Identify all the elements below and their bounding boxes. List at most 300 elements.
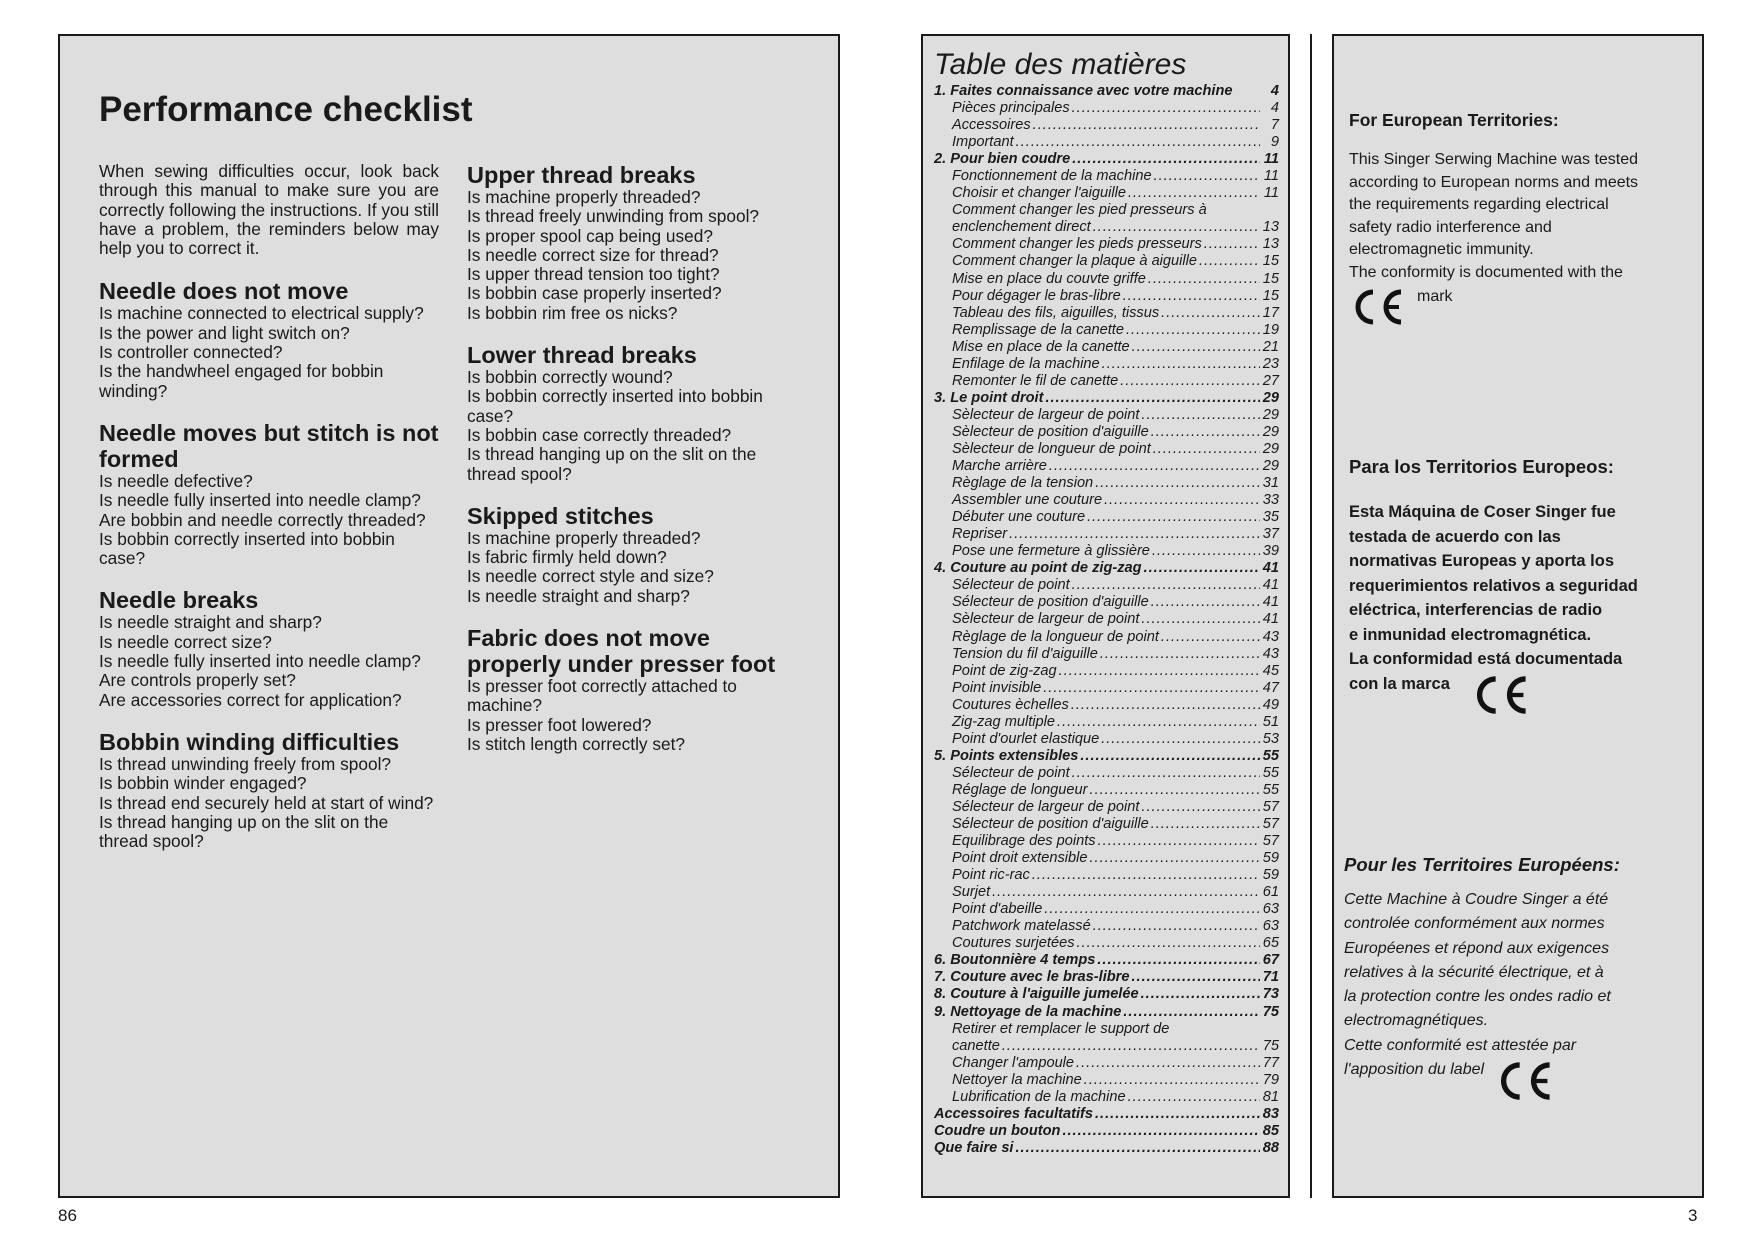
toc-entry-page: 41 (1262, 611, 1279, 628)
toc-entry-label: Assembler une couture (952, 492, 1103, 509)
checklist-column-left (99, 162, 439, 870)
toc-entry-page: 27 (1262, 372, 1279, 389)
toc-leader (1072, 100, 1260, 117)
checklist-question: Is thread freely unwinding from spool? (467, 206, 760, 227)
toc-entry-label: Repriser (952, 526, 1008, 543)
toc-entry-label: Sélecteur de position d'aiguille (952, 594, 1149, 611)
toc-entry-page: 55 (1262, 764, 1279, 781)
toc-entry-page: 29 (1262, 406, 1279, 423)
checklist-question: Is bobbin rim free os nicks? (467, 302, 678, 323)
toc-leader (1087, 509, 1260, 526)
toc-entry-label: Enfilage de la machine (952, 355, 1100, 372)
toc-entry-page: 55 (1262, 781, 1279, 798)
toc-leader (1154, 168, 1260, 185)
notice-es-mark-row (1349, 672, 1689, 718)
checklist-question: Is fabric firmly held down? (467, 547, 667, 568)
toc-entry (934, 1123, 1279, 1140)
toc-list (934, 83, 1279, 1157)
notice-fr-last-line: l'apposition du label (1344, 1061, 1485, 1079)
toc-entry-page: 73 (1262, 986, 1279, 1003)
ce-mark-icon (1349, 286, 1407, 328)
toc-entry (934, 1072, 1279, 1089)
toc-entry-label: Accessoires (952, 117, 1031, 134)
toc-entry (934, 680, 1279, 697)
notice-fr-mark-row (1344, 1058, 1684, 1104)
checklist-question: Is proper spool cap being used? (467, 225, 713, 246)
toc-leader (1072, 151, 1260, 168)
checklist-question: Is machine connected to electrical supply? (99, 303, 424, 324)
toc-entry-label: canette (952, 1037, 1000, 1054)
checklist-question: Is bobbin correctly inserted into bobbin case? (99, 528, 395, 569)
toc-entry (934, 867, 1279, 884)
toc-entry-label: Comment changer les pieds presseurs (952, 236, 1202, 253)
checklist-column-right (467, 162, 807, 773)
checklist-question: Is bobbin case properly inserted? (467, 283, 722, 304)
toc-entry-label: Remonter le fil de canette (952, 372, 1119, 389)
toc-entry-label: Sélecteur de point (952, 577, 1070, 594)
toc-entry (934, 918, 1279, 935)
toc-leader (1151, 594, 1260, 611)
toc-entry-page: 4 (1270, 83, 1279, 99)
toc-entry-page: 19 (1262, 321, 1279, 338)
toc-entry (934, 748, 1279, 765)
toc-entry-page: 31 (1262, 475, 1279, 492)
toc-entry-label: Sèlecteur de largeur de point (952, 406, 1140, 423)
toc-entry-page: 37 (1262, 526, 1279, 543)
checklist-intro: When sewing difficulties occur, look back through this manual to make sure you are correctly following the instructions. If you still have a problem, the reminders below may help you to correct it. (99, 161, 439, 259)
toc-entry-label: Débuter une couture (952, 509, 1086, 526)
toc-entry-label: Point invisible (952, 679, 1042, 696)
notice-en-line: electromagnetic immunity. (1349, 241, 1534, 258)
section-heading: Needle does not move (99, 278, 349, 305)
toc-entry-label: Coudre un bouton (934, 1122, 1061, 1139)
toc-entry-page: 13 (1262, 219, 1279, 236)
notice-en-line: according to European norms and meets (1349, 173, 1639, 191)
toc-entry (934, 390, 1279, 407)
toc-entry-label: Patchwork matelassé (952, 918, 1091, 935)
toc-leader (1120, 373, 1260, 390)
toc-entry (934, 509, 1279, 526)
toc-entry-label: 8. Couture à l'aiguille jumelée (934, 986, 1139, 1003)
toc-leader (1123, 288, 1260, 305)
section-heading: Upper thread breaks (467, 162, 696, 188)
toc-entry-page: 21 (1262, 338, 1279, 355)
toc-entry-label: Comment changer la plaque à aiguille (952, 253, 1198, 270)
toc-entry (934, 799, 1279, 816)
toc-leader (1128, 1089, 1260, 1106)
section-heading: Needle moves but stitch is not formed (99, 419, 439, 472)
toc-entry (934, 458, 1279, 475)
toc-entry-label: 4. Couture au point de zig-zag (934, 560, 1142, 577)
checklist-question: Is bobbin winder engaged? (99, 773, 307, 794)
notice-fr (1344, 854, 1684, 1104)
toc-entry-label: Comment changer les pied presseurs à (952, 202, 1207, 219)
toc-entry (934, 288, 1279, 305)
notice-fr-line: Européenes et répond aux exigences (1344, 939, 1610, 957)
toc-entry (934, 594, 1279, 611)
notice-en-line: the requirements regarding electrical (1349, 196, 1609, 213)
toc-leader (1090, 782, 1260, 799)
toc-entry-page: 35 (1262, 509, 1279, 526)
toc-entry (934, 560, 1279, 577)
toc-leader (1141, 986, 1260, 1003)
notice-es-line: eléctrica, interferencias de radio (1349, 601, 1603, 619)
toc-entry-page: 43 (1262, 628, 1279, 645)
toc-entry (934, 646, 1279, 663)
toc-entry-page: 75 (1262, 1037, 1279, 1054)
toc-entry-label: Mise en place du couvte griffe (952, 270, 1146, 287)
toc-entry (934, 322, 1279, 339)
toc-entry (934, 134, 1279, 151)
toc-entry-label: Sélecteur de point (952, 764, 1070, 781)
toc-entry-label: Règlage de la tension (952, 475, 1094, 492)
checklist-question: Is needle straight and sharp? (467, 585, 690, 606)
toc-entry-page: 59 (1262, 867, 1279, 884)
toc-entry (934, 884, 1279, 901)
toc-leader (1131, 969, 1260, 986)
notice-en-body (1349, 149, 1689, 284)
section-heading: Skipped stitches (467, 502, 654, 529)
toc-leader (1153, 441, 1260, 458)
toc-leader (1059, 663, 1260, 680)
toc-entry (934, 850, 1279, 867)
checklist-question: Is the power and light switch on? (99, 322, 350, 343)
toc-entry-label: Zig-zag multiple (952, 713, 1056, 730)
notice-en-line: safety radio interference and (1349, 218, 1552, 236)
toc-entry (934, 117, 1279, 134)
toc-entry-page: 85 (1262, 1122, 1279, 1139)
toc-panel (921, 34, 1290, 1198)
toc-entry-label: Sélecteur de largeur de point (952, 798, 1140, 815)
toc-leader (1152, 543, 1260, 560)
notice-es (1349, 456, 1689, 718)
toc-leader (1161, 305, 1260, 322)
toc-entry-page: 57 (1262, 798, 1279, 815)
toc-entry-label: Point droit extensible (952, 850, 1088, 867)
toc-entry-label: 1. Faites connaissance avec votre machine (934, 83, 1233, 99)
toc-leader (1009, 526, 1260, 543)
toc-entry (934, 475, 1279, 492)
toc-leader (1101, 731, 1260, 748)
toc-entry-label: Point de zig-zag (952, 662, 1057, 679)
toc-leader (1089, 850, 1260, 867)
checklist-question: Is needle correct size for thread? (467, 244, 719, 265)
notice-es-last-line: con la marca (1349, 674, 1450, 693)
toc-entry (934, 663, 1279, 680)
toc-entry-page: 33 (1262, 492, 1279, 509)
toc-entry-label: Pour dégager le bras-libre (952, 287, 1121, 304)
checklist-question: Is thread end securely held at start of wind? (99, 792, 434, 813)
checklist-question: Is needle fully inserted into needle clamp? (99, 490, 421, 511)
toc-entry (934, 714, 1279, 731)
toc-entry-label: Choisir et changer l'aiguille (952, 185, 1126, 202)
toc-leader (1071, 697, 1260, 714)
toc-entry (934, 253, 1279, 270)
notice-en-line: The conformity is documented with the (1349, 263, 1623, 281)
toc-entry (934, 441, 1279, 458)
ce-mark-icon (1494, 1058, 1556, 1104)
toc-entry-label: 9. Nettoyage de la machine (934, 1003, 1122, 1020)
toc-leader (1100, 646, 1260, 663)
toc-leader (1072, 765, 1260, 782)
checklist-question: Are bobbin and needle correctly threaded? (99, 509, 426, 530)
toc-leader (1032, 867, 1260, 884)
toc-entry (934, 424, 1279, 441)
notice-es-line: testada de acuerdo con las (1349, 527, 1561, 546)
toc-leader (1049, 458, 1260, 475)
toc-entry-label: enclenchement direct (952, 219, 1091, 236)
notice-es-line: e inmunidad electromagnética. (1349, 625, 1592, 644)
notice-en-mark-word: mark (1417, 288, 1453, 305)
toc-leader (1072, 577, 1260, 594)
toc-entry (934, 373, 1279, 390)
toc-leader (1062, 1123, 1260, 1140)
notice-es-line: normativas Europeas y aporta los (1349, 552, 1615, 570)
toc-entry-label: Point ric-rac (952, 867, 1030, 884)
toc-entry-page: 88 (1262, 1139, 1279, 1156)
checklist-section (467, 342, 807, 484)
notice-fr-line: Cette Machine à Coudre Singer a été (1344, 891, 1609, 908)
toc-entry-page: 4 (1270, 100, 1279, 117)
notice-es-line: La conformidad está documentada (1349, 650, 1623, 668)
toc-entry (934, 697, 1279, 714)
toc-entry-page: 39 (1262, 543, 1279, 560)
ce-notice-panel (1332, 34, 1704, 1198)
toc-entry (934, 969, 1279, 986)
toc-leader (1141, 611, 1260, 628)
checklist-question: Is needle correct size? (99, 631, 272, 652)
toc-entry-page: 59 (1262, 850, 1279, 867)
checklist-question: Is stitch length correctly set? (467, 733, 686, 754)
toc-entry (934, 577, 1279, 594)
toc-leader (1077, 935, 1261, 952)
toc-entry-page: 57 (1262, 816, 1279, 833)
notice-en-line: This Singer Serwing Machine was tested (1349, 151, 1639, 168)
toc-entry-label: Réglage de longueur (952, 781, 1088, 798)
toc-entry (934, 271, 1279, 288)
notice-fr-heading: Pour les Territoires Européens: (1344, 854, 1620, 875)
toc-entry (934, 986, 1279, 1003)
toc-entry-label: Pièces principales (952, 100, 1070, 117)
checklist-question: Is bobbin correctly wound? (467, 367, 673, 388)
checklist-question: Is controller connected? (99, 342, 283, 363)
toc-entry-page: 15 (1262, 287, 1279, 304)
toc-leader (1151, 424, 1260, 441)
toc-entry-label: 7. Couture avec le bras-libre (934, 969, 1130, 986)
toc-entry (934, 83, 1279, 100)
toc-leader (1044, 901, 1260, 918)
toc-entry-label: Equilibrage des points (952, 833, 1096, 850)
toc-entry (934, 543, 1279, 560)
toc-leader (1199, 253, 1260, 270)
notice-fr-body (1344, 888, 1684, 1058)
toc-entry (934, 1055, 1279, 1072)
toc-entry (934, 526, 1279, 543)
toc-entry-label: Marche arrière (952, 458, 1047, 475)
notice-es-body (1349, 500, 1689, 672)
toc-entry (934, 185, 1279, 202)
toc-entry-page: 47 (1262, 679, 1279, 696)
checklist-question: Is needle correct style and size? (467, 566, 714, 587)
toc-leader (1093, 219, 1260, 236)
section-heading: Bobbin winding difficulties (99, 728, 400, 755)
toc-entry-page: 7 (1270, 117, 1279, 134)
toc-entry-label: Sèlecteur de position d'aiguille (952, 423, 1149, 440)
toc-entry-page: 81 (1262, 1088, 1279, 1105)
toc-entry-page: 55 (1262, 747, 1279, 764)
toc-entry-label: Point d'ourlet elastique (952, 730, 1100, 747)
notice-es-heading: Para los Territorios Europeos: (1349, 456, 1614, 477)
checklist-question: Is thread unwinding freely from spool? (99, 753, 392, 774)
toc-entry-label: Tension du fil d'aiguille (952, 645, 1098, 662)
checklist-section (99, 278, 439, 400)
toc-entry (934, 952, 1279, 969)
checklist-question: Is the handwheel engaged for bobbin winding? (99, 361, 384, 401)
toc-leader (1084, 1072, 1260, 1089)
toc-entry (934, 901, 1279, 918)
checklist-question: Are controls properly set? (99, 670, 296, 691)
toc-entry-page: 67 (1262, 952, 1279, 969)
toc-entry-page: 61 (1262, 884, 1279, 901)
checklist-section (467, 625, 807, 754)
checklist-section (467, 503, 807, 606)
toc-entry-page: 29 (1262, 458, 1279, 475)
toc-entry-label: Fonctionnement de la machine (952, 168, 1152, 185)
toc-entry-page: 63 (1262, 901, 1279, 918)
toc-entry-page: 41 (1262, 594, 1279, 611)
toc-entry-label: Retirer et remplacer le support de (952, 1020, 1170, 1037)
toc-entry-page: 83 (1262, 1105, 1279, 1122)
page-number-left: 86 (58, 1206, 77, 1225)
toc-entry-page: 9 (1270, 134, 1279, 151)
toc-entry (934, 1089, 1279, 1106)
toc-entry-page: 17 (1262, 304, 1279, 321)
toc-leader (992, 884, 1260, 901)
toc-leader (1104, 492, 1260, 509)
toc-leader (1080, 748, 1260, 765)
toc-leader (1148, 271, 1260, 288)
notice-en-mark-row (1349, 286, 1689, 328)
toc-leader (1043, 680, 1260, 697)
toc-entry-label: 2. Pour bien coudre (934, 151, 1071, 168)
checklist-question: Is needle fully inserted into needle clamp? (99, 651, 421, 672)
checklist-section (99, 729, 439, 851)
toc-leader (1057, 714, 1260, 731)
toc-title: Table des matières (934, 48, 1187, 81)
toc-entry-label: Lubrification de la machine (952, 1088, 1126, 1105)
checklist-section (467, 162, 807, 323)
checklist-section (99, 587, 439, 709)
checklist-title: Performance checklist (99, 90, 473, 129)
toc-entry-page: 65 (1262, 935, 1279, 952)
toc-entry (934, 219, 1279, 236)
checklist-question: Is bobbin case correctly threaded? (467, 424, 732, 445)
checklist-question: Is needle defective? (99, 470, 253, 491)
toc-leader (1002, 1038, 1260, 1055)
toc-entry-page: 79 (1262, 1071, 1279, 1088)
ce-mark-icon (1470, 672, 1532, 718)
toc-entry-label: 6. Boutonnière 4 temps (934, 952, 1096, 969)
toc-entry-label: Changer l'ampoule (952, 1054, 1075, 1071)
toc-leader (1128, 185, 1260, 202)
toc-entry-label: Remplissage de la canette (952, 321, 1124, 338)
toc-entry-label: Coutures surjetées (952, 935, 1075, 952)
toc-entry (934, 339, 1279, 356)
toc-entry-page: 23 (1262, 355, 1279, 372)
toc-entry-label: Tableau des fils, aiguilles, tissus (952, 304, 1160, 321)
toc-entry (934, 935, 1279, 952)
notice-fr-line: relatives à la sécurité électrique, et à (1344, 963, 1604, 981)
toc-entry-page: 51 (1262, 713, 1279, 730)
checklist-question: Is presser foot lowered? (467, 714, 652, 735)
toc-entry-page: 29 (1262, 389, 1279, 406)
section-heading: Needle breaks (99, 587, 259, 614)
toc-leader (1097, 952, 1260, 969)
toc-entry-page: 11 (1263, 185, 1279, 202)
toc-entry (934, 731, 1279, 748)
toc-leader (1016, 1140, 1261, 1157)
toc-entry-label: Point d'abeille (952, 901, 1043, 918)
toc-entry-label: Important (952, 134, 1014, 151)
toc-entry-page: 63 (1262, 918, 1279, 935)
toc-entry-page: 77 (1262, 1054, 1279, 1071)
toc-entry-label: Surjet (952, 884, 991, 901)
toc-entry-page: 41 (1262, 577, 1279, 594)
fold-divider (1310, 34, 1312, 1198)
toc-leader (1093, 918, 1260, 935)
toc-entry-label: Accessoires facultatifs (934, 1105, 1093, 1122)
toc-entry (934, 305, 1279, 322)
toc-entry-label: Que faire si (934, 1139, 1014, 1156)
toc-entry (934, 168, 1279, 185)
toc-entry-page: 75 (1262, 1003, 1279, 1020)
toc-leader (1132, 339, 1260, 356)
toc-leader (1033, 117, 1260, 134)
toc-entry-page: 45 (1262, 662, 1279, 679)
toc-leader (1141, 799, 1260, 816)
toc-entry (934, 765, 1279, 782)
toc-entry-page: 11 (1263, 151, 1279, 168)
toc-entry-page: 43 (1262, 645, 1279, 662)
toc-entry-page: 11 (1263, 168, 1279, 185)
toc-entry (934, 833, 1279, 850)
section-heading: Fabric does not move properly under presser foot (467, 625, 776, 678)
toc-entry-label: Pose une fermeture à glissière (952, 543, 1150, 560)
toc-entry-page: 29 (1262, 423, 1279, 440)
toc-leader (1126, 322, 1260, 339)
notice-fr-line: controlée conformément aux normes (1344, 915, 1605, 933)
toc-entry-page: 15 (1262, 253, 1279, 270)
toc-entry-page: 57 (1262, 833, 1279, 850)
toc-entry-page: 15 (1262, 270, 1279, 287)
toc-entry-label: Sèlecteur de longueur de point (952, 440, 1151, 457)
toc-entry (934, 236, 1279, 253)
toc-entry-page: 41 (1262, 560, 1279, 577)
toc-entry (934, 151, 1279, 168)
toc-leader (1144, 560, 1260, 577)
checklist-question: Are accessories correct for application? (99, 689, 402, 710)
notice-en (1349, 110, 1689, 328)
checklist-question: Is machine properly threaded? (467, 527, 701, 548)
toc-leader (1098, 833, 1260, 850)
toc-leader (1095, 475, 1260, 492)
toc-entry-page: 71 (1262, 969, 1279, 986)
toc-leader (1102, 356, 1260, 373)
toc-entry (934, 1004, 1279, 1021)
checklist-question: Is presser foot correctly attached to machine? (467, 676, 737, 716)
checklist-question: Is needle straight and sharp? (99, 612, 322, 633)
checklist-question: Is thread hanging up on the slit on the thread spool? (467, 444, 757, 484)
